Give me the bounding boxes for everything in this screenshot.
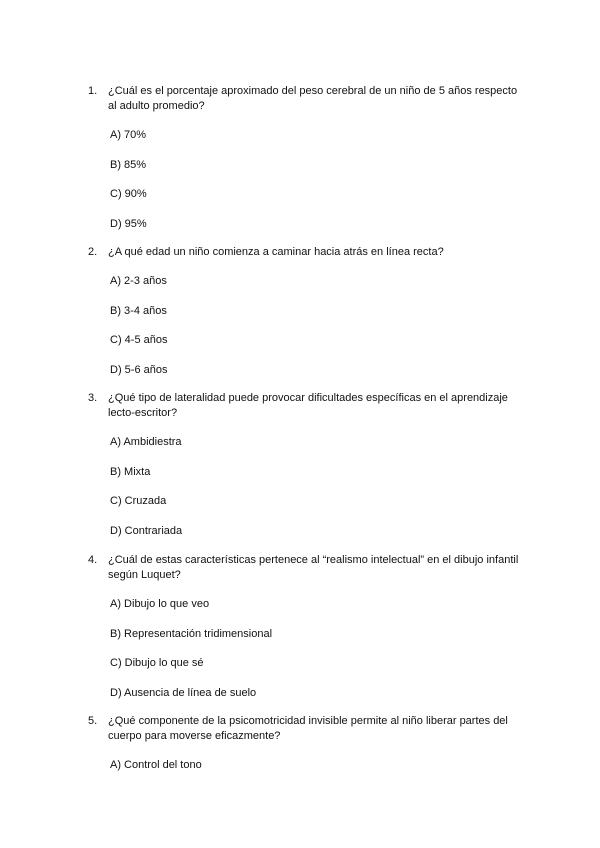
question-5-options <box>88 758 528 773</box>
question-2-option-b: B) 3-4 años <box>110 304 167 317</box>
question-4-option-c: C) Dibujo lo que sé <box>110 657 204 669</box>
question-3-number: 3. <box>88 392 98 404</box>
question-4-number: 4. <box>88 554 98 566</box>
question-4-options <box>88 597 528 701</box>
question-4 <box>88 553 528 715</box>
question-4-option-a: A) Dibujo lo que veo <box>110 598 210 610</box>
question-5 <box>88 714 528 788</box>
question-2-option-a: A) 2-3 años <box>110 275 167 287</box>
question-1-option-a: A) 70% <box>110 129 147 141</box>
question-1-row <box>88 84 528 114</box>
question-2-row <box>88 245 528 260</box>
question-4-text: ¿Cuál de estas características pertenece al “realismo intelectual” en el dibujo infantil según Luquet? <box>108 554 519 581</box>
question-1-options <box>88 128 528 232</box>
question-5-row <box>88 714 528 744</box>
question-2-options <box>88 274 528 378</box>
question-2-option-c: C) 4-5 años <box>110 334 168 346</box>
question-2-option-d: D) 5-6 años <box>110 363 168 376</box>
question-5-number: 5. <box>88 715 98 727</box>
question-2-number: 2. <box>88 246 98 258</box>
question-1-number: 1. <box>88 85 98 97</box>
question-4-option-d: D) Ausencia de línea de suelo <box>110 686 257 699</box>
question-5-option-a: A) Control del tono <box>110 759 202 771</box>
question-3-options <box>88 435 528 539</box>
question-1-option-d: D) 95% <box>110 217 147 230</box>
question-5-text: ¿Qué componente de la psicomotricidad invisible permite al niño liberar partes del cuerpo para moverse eficazmente? <box>108 715 508 742</box>
question-3 <box>88 391 528 553</box>
question-3-option-c: C) Cruzada <box>110 495 167 507</box>
question-2-text: ¿A qué edad un niño comienza a caminar hacia atrás en línea recta? <box>108 246 444 258</box>
question-3-option-d: D) Contrariada <box>110 524 183 537</box>
question-2 <box>88 245 528 392</box>
question-1-text: ¿Cuál es el porcentaje aproximado del peso cerebral de un niño de 5 años respecto al adulto promedio? <box>108 85 518 112</box>
question-3-row <box>88 391 528 421</box>
question-3-option-a: A) Ambidiestra <box>110 436 182 448</box>
question-4-option-b: B) Representación tridimensional <box>110 627 273 640</box>
question-1 <box>88 84 528 246</box>
question-3-text: ¿Qué tipo de lateralidad puede provocar dificultades específicas en el aprendizaje lecto-escritor? <box>108 392 508 419</box>
question-3-option-b: B) Mixta <box>110 465 151 478</box>
question-1-option-b: B) 85% <box>110 158 147 171</box>
question-4-row <box>88 553 528 583</box>
question-1-option-c: C) 90% <box>110 188 147 200</box>
